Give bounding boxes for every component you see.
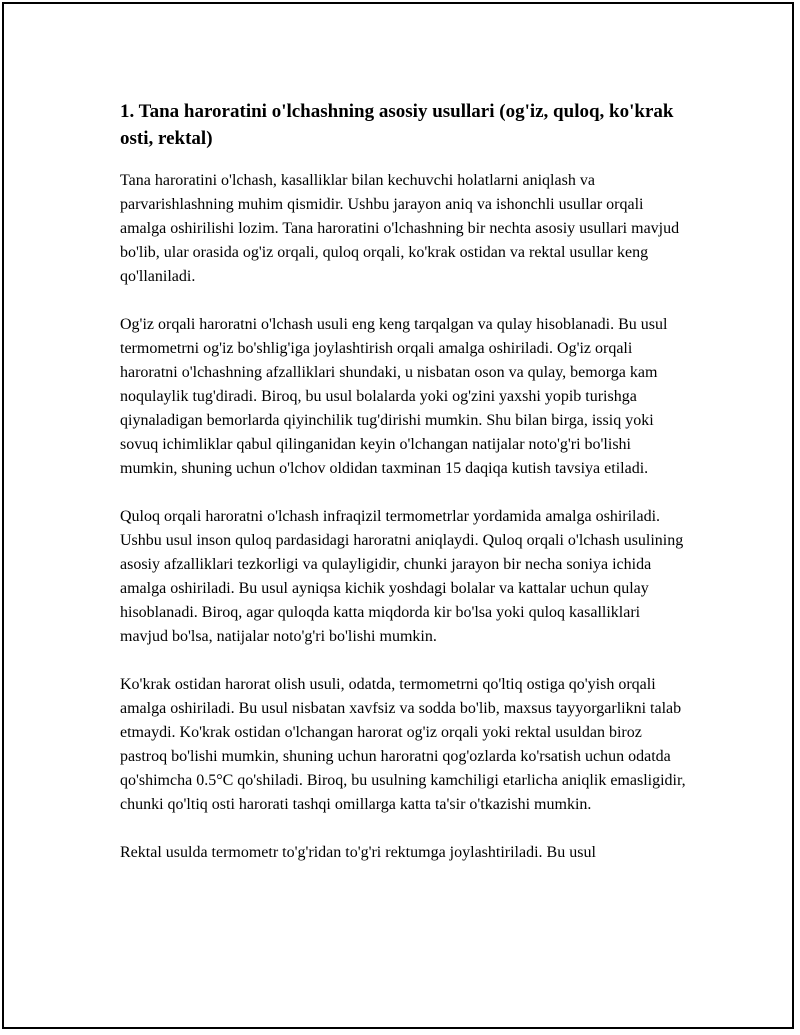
paragraph-axillary-method: Ko'krak ostidan harorat olish usuli, odatda, termometrni qo'ltiq ostiga qo'yish orqali amalga oshiriladi. Bu usul nisbatan xavfsiz va sodda bo'lib, maxsus tayyorgarlikni talab etmaydi. Ko'krak ostidan o'lchangan harorat og'iz orqali yoki rektal usuldan biroz pastroq bo'lishi mumkin, shuning uchun haroratni qog'ozlarda ko'rsatish uchun odatda qo'shimcha 0.5°C qo'shiladi. Biroq, bu usulning kamchiligi etarlicha aniqlik emasligidir, chunki qo'ltiq osti harorati tashqi omillarga katta ta'sir o'tkazishi mumkin. xyxy=(120,676,686,813)
document-page xyxy=(2,2,794,1029)
paragraph-intro: Tana haroratini o'lchash, kasalliklar bilan kechuvchi holatlarni aniqlash va parvarishlashning muhim qismidir. Ushbu jarayon aniq va ishonchli usullar orqali amalga oshirilishi lozim. Tana haroratini o'lchashning bir nechta asosiy usullari mavjud bo'lib, ular orasida og'iz orqali, quloq orqali, ko'krak ostidan va rektal usullar keng qo'llaniladi. xyxy=(120,172,680,285)
section-heading: 1. Tana haroratini o'lchashning asosiy usullari (og'iz, quloq, ko'krak osti, rektal) xyxy=(120,101,674,149)
paragraph-rectal-method: Rektal usulda termometr to'g'ridan to'g'ri rektumga joylashtiriladi. Bu usul xyxy=(120,844,596,861)
document-content xyxy=(120,98,686,889)
paragraph-oral-method: Og'iz orqali haroratni o'lchash usuli eng keng tarqalgan va qulay hisoblanadi. Bu usul termometrni og'iz bo'shlig'iga joylashtirish orqali amalga oshiriladi. Og'iz orqali haroratni o'lchashning afzalliklari shundaki, u nisbatan oson va qulay, bemorga kam noqulaylik tug'diradi. Biroq, bu usul bolalarda yoki og'zini yaxshi yopib turishga qiynaladigan bemorlarda qiyinchilik tug'dirishi mumkin. Shu bilan birga, issiq yoki sovuq ichimliklar qabul qilinganidan keyin o'lchangan natijalar noto'g'ri bo'lishi mumkin, shuning uchun o'lchov oldidan taxminan 15 daqiqa kutish tavsiya etiladi. xyxy=(120,316,668,477)
paragraph-ear-method: Quloq orqali haroratni o'lchash infraqizil termometrlar yordamida amalga oshiriladi. Ushbu usul inson quloq pardasidagi haroratni aniqlaydi. Quloq orqali o'lchash usulining asosiy afzalliklari tezkorligi va qulayligidir, chunki jarayon bir necha soniya ichida amalga oshiriladi. Bu usul ayniqsa kichik yoshdagi bolalar va kattalar uchun qulay hisoblanadi. Biroq, agar quloqda katta miqdorda kir bo'lsa yoki quloq kasalliklari mavjud bo'lsa, natijalar noto'g'ri bo'lishi mumkin. xyxy=(120,508,684,645)
